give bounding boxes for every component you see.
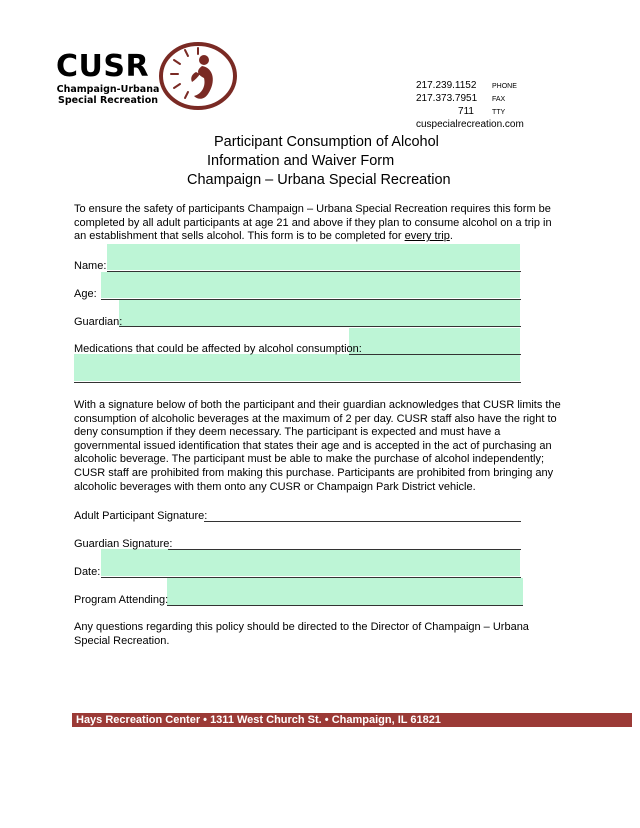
program-input[interactable] (167, 578, 523, 605)
logo-subtitle (56, 84, 160, 106)
name-input[interactable] (107, 244, 520, 270)
questions-paragraph: Any questions regarding this policy should be directed to the Director of Champaign – Urbana Special Recreation. (74, 621, 529, 647)
date-underline (101, 577, 521, 578)
contact-fax-row (416, 93, 524, 106)
intro-text: To ensure the safety of participants Champaign – Urbana Special Recreation requires this form be completed by all adult participants at age 21 and above if they plan to consume alcohol on a trip in an establishment that sells alcohol. This form is to be completed for (74, 203, 552, 243)
medications-label: Medications that could be affected by alcohol consumption: (74, 343, 362, 355)
contact-tty-row (416, 106, 524, 119)
program-underline (167, 605, 523, 606)
date-label: Date: (74, 566, 101, 578)
guardian-underline (119, 326, 521, 327)
date-input[interactable] (101, 549, 520, 576)
contact-block (416, 80, 524, 131)
adult-signature-line[interactable] (204, 521, 521, 522)
medications-underline (349, 354, 521, 355)
fax-label: FAX (492, 96, 506, 103)
intro-paragraph (74, 203, 564, 244)
logo-emblem-icon (158, 42, 238, 110)
contact-phone-row (416, 80, 524, 93)
medications-input[interactable] (349, 328, 520, 354)
logo-subtitle-line1: Champaign-Urbana (56, 84, 160, 95)
intro-end: . (449, 230, 453, 243)
medications-underline-2 (74, 382, 521, 383)
policy-paragraph: With a signature below of both the participant and their guardian acknowledges that CUSR limits the consumption of alcoholic beverages at the maximum of 2 per day. CUSR staff also have the right to deny consumption if they deem necessary. The participant is expected and must have a governmental issued identification that states their age and is accepted in the act of purchasing an alcoholic beverage. The participant must be able to make the purchase of alcohol independently; CUSR staff are prohibited from making this purchase. Participants are prohibited from bringing any alcoholic beverages with them onto any CUSR or Champaign Park District vehicle. (74, 399, 561, 493)
logo-subtitle-line2: Special Recreation (58, 95, 158, 106)
name-label: Name: (74, 260, 107, 272)
program-label: Program Attending: (74, 594, 169, 606)
name-underline (107, 271, 521, 272)
age-input[interactable] (101, 272, 520, 298)
phone-number: 217.239.1152 (416, 80, 477, 91)
logo-text: CUSR (56, 49, 150, 84)
title-line3: Champaign – Urbana Special Recreation (187, 172, 451, 188)
title-line1: Participant Consumption of Alcohol (214, 134, 439, 150)
fax-number: 217.373.7951 (416, 93, 478, 104)
footer-address-bar: Hays Recreation Center • 1311 West Church St. • Champaign, IL 61821 (72, 713, 632, 727)
medications-input-line2[interactable] (74, 354, 520, 381)
website: cuspecialrecreation.com (416, 119, 524, 130)
guardian-signature-line[interactable] (168, 549, 521, 550)
guardian-label: Guardian: (74, 316, 123, 328)
phone-label: PHONE (492, 83, 517, 90)
age-label: Age: (74, 288, 97, 300)
guardian-input[interactable] (119, 300, 520, 326)
tty-label: TTY (492, 109, 506, 116)
tty-number: 711 (458, 106, 474, 117)
age-underline (101, 299, 521, 300)
guardian-signature-label: Guardian Signature: (74, 538, 173, 550)
intro-emphasis: every trip (404, 230, 450, 243)
title-line2: Information and Waiver Form (207, 153, 395, 169)
adult-signature-label: Adult Participant Signature: (74, 510, 208, 522)
